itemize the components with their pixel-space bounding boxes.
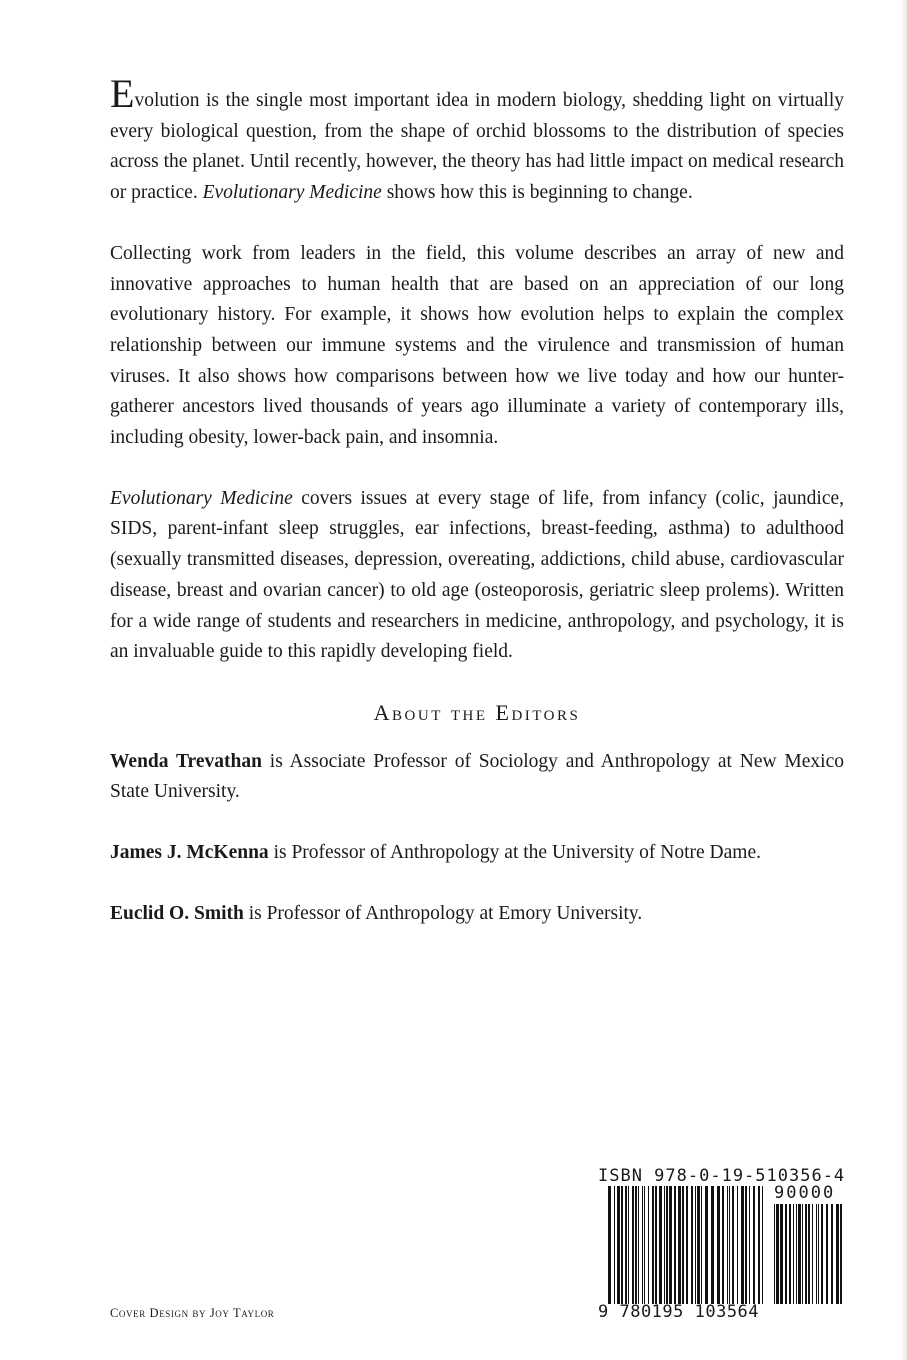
about-editors-heading: About the Editors <box>373 699 581 725</box>
editor-name: James J. McKenna <box>110 842 269 864</box>
back-cover-copy <box>110 71 845 959</box>
isbn-barcode <box>598 1166 844 1330</box>
editor-bio: is Professor of Anthropology at Emory University. <box>243 902 643 924</box>
book-title-italic: Evolutionary Medicine <box>202 182 382 204</box>
editor-bio: is Associate Professor of Sociology and Anthropology at New Mexico State University. <box>110 750 844 803</box>
blurb-text: shows how this is beginning to change. <box>381 182 693 204</box>
blurb-text: volution is the single most important idea in modern biology, shedding light on virtually every biological question, from the shape of orchid blossoms to the distribution of species across the planet. Until recently, however, the theory has had little impact on medical research or practice. <box>110 90 844 204</box>
editor-entry-2 <box>110 838 844 869</box>
editor-name: Wenda Trevathan <box>110 750 262 772</box>
price-code: 90000 <box>774 1183 836 1203</box>
drop-cap: E <box>110 71 135 116</box>
cover-design-credit: Cover Design by Joy Taylor <box>110 1306 275 1320</box>
page-edge-shadow <box>901 0 907 1360</box>
addon-barcode-bars <box>774 1204 842 1304</box>
blurb-paragraph-2: Collecting work from leaders in the field, this volume describes an array of new and innovative approaches to human health that are based on an appreciation of our long evolutionary history. For example, it shows how evolution helps to explain the complex relationship between our immune systems and the virulence and transmission of human viruses. It also shows how comparisons between how we live today and how our hunter-gatherer ancestors lived thousands of years ago illuminate a variety of contemporary ills, including obesity, lower-back pain, and insomnia. <box>110 242 844 449</box>
editor-entry-1 <box>110 747 844 808</box>
blurb-text: covers issues at every stage of life, from infancy (colic, jaundice, SIDS, parent-infant sleep struggles, ear infections, breast-feeding, asthma) to adulthood (sexually transmitted diseases, depression, overeating, addictions, child abuse, cardiovascular disease, breast and ovarian cancer) to old age (osteoporosis, geriatric sleep prolems). Written for a wide range of students and researchers in medicine, anthropology, and psychology, it is an invaluable guide to this rapidly developing field. <box>110 487 845 663</box>
blurb-paragraph-1 <box>110 71 844 209</box>
editor-entry-3 <box>110 899 844 930</box>
blurb-paragraph-3 <box>110 484 844 668</box>
book-title-italic: Evolutionary Medicine <box>110 487 293 509</box>
editor-name: Euclid O. Smith <box>110 902 244 924</box>
ean-barcode-bars <box>608 1186 764 1304</box>
editor-bio: is Professor of Anthropology at the University of Notre Dame. <box>268 842 761 864</box>
isbn-text: ISBN 978-0-19-510356-4 <box>598 1166 846 1186</box>
barcode-number: 9 780195 103564 <box>598 1302 760 1322</box>
